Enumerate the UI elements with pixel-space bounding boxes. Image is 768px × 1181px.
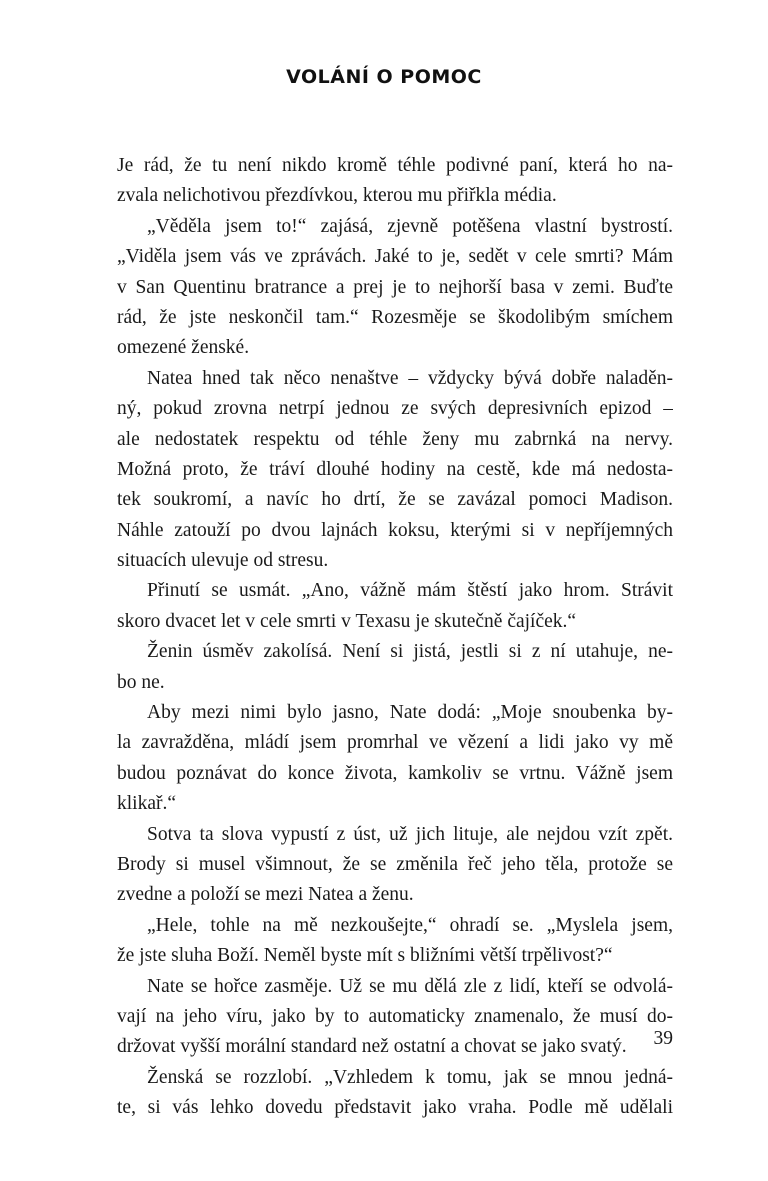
- text-line: budou poznávat do konce života, kamkoliv se vrtnu. Vážně jsem: [117, 762, 673, 784]
- text-line: Natea hned tak něco nenaštve – vždycky bývá dobře naladěn-: [147, 367, 673, 389]
- text-line: rád, že jste neskončil tam.“ Rozesměje se škodolibým smíchem: [117, 306, 673, 328]
- text-line: Je rád, že tu není nikdo kromě téhle podivné paní, která ho na-: [117, 155, 673, 176]
- text-line: situacích ulevuje od stresu.: [117, 550, 329, 572]
- text-line: tek soukromí, a navíc ho drtí, že se zavázal pomoci Madison.: [117, 489, 673, 511]
- text-line: zvedne a položí se mezi Natea a ženu.: [117, 884, 414, 906]
- text-line: Sotva ta slova vypustí z úst, už jich lituje, ale nejdou vzít zpět.: [147, 823, 673, 845]
- text-line: Přinutí se usmát. „Ano, vážně mám štěstí jako hrom. Strávit: [147, 580, 673, 602]
- chapter-title: VOLÁNÍ O POMOC: [286, 66, 482, 88]
- text-line: skoro dvacet let v cele smrti v Texasu je skutečně čajíček.“: [117, 610, 577, 632]
- text-line: Nate se hořce zasměje. Už se mu dělá zle z lidí, kteří se odvolá-: [147, 975, 673, 997]
- body-text: [117, 151, 673, 1124]
- page-number: 39: [653, 1028, 673, 1049]
- text-line: te, si vás lehko dovedu představit jako vraha. Podle mě udělali: [117, 1097, 673, 1119]
- text-line: „Hele, tohle na mě nezkoušejte,“ ohradí se. „Myslela jsem,: [147, 914, 673, 936]
- text-line: omezené ženské.: [117, 337, 250, 359]
- text-line: Náhle zatouží po dvou lajnách koksu, kterými si v nepříjemných: [117, 519, 673, 541]
- text-line: Ženin úsměv zakolísá. Není si jistá, jestli si z ní utahuje, ne-: [147, 641, 673, 663]
- text-line: bo ne.: [117, 671, 165, 693]
- text-line: držovat vyšší morální standard než ostatní a chovat se jako svatý.: [117, 1036, 627, 1058]
- text-line: Aby mezi nimi bylo jasno, Nate dodá: „Moje snoubenka by-: [147, 702, 673, 724]
- text-line: Možná proto, že tráví dlouhé hodiny na cestě, kde má nedosta-: [117, 458, 673, 480]
- text-line: zvala nelichotivou přezdívkou, kterou mu přiřkla média.: [117, 185, 557, 207]
- text-line: ale nedostatek respektu od téhle ženy mu zabrnká na nervy.: [117, 428, 673, 450]
- text-line: že jste sluha Boží. Neměl byste mít s bližními větší trpělivost?“: [117, 945, 613, 967]
- text-line: klikař.“: [117, 793, 177, 815]
- text-line: Brody si musel všimnout, že se změnila řeč jeho těla, protože se: [117, 853, 673, 875]
- text-line: Ženská se rozzlobí. „Vzhledem k tomu, jak se mnou jedná-: [147, 1066, 673, 1088]
- text-line: „Věděla jsem to!“ zajásá, zjevně potěšena vlastní bystrostí.: [147, 215, 673, 237]
- text-line: vají na jeho víru, jako by to automaticky znamenalo, že musí do-: [117, 1005, 673, 1027]
- text-line: v San Quentinu bratrance a prej je to nejhorší basa v zemi. Buďte: [117, 276, 673, 298]
- text-line: la zavražděna, mládí jsem promrhal ve vězení a lidi jako vy mě: [117, 732, 673, 754]
- text-line: „Viděla jsem vás ve zprávách. Jaké to je, sedět v cele smrti? Mám: [117, 246, 673, 268]
- text-line: ný, pokud zrovna netrpí jednou ze svých depresivních epizod –: [117, 398, 673, 420]
